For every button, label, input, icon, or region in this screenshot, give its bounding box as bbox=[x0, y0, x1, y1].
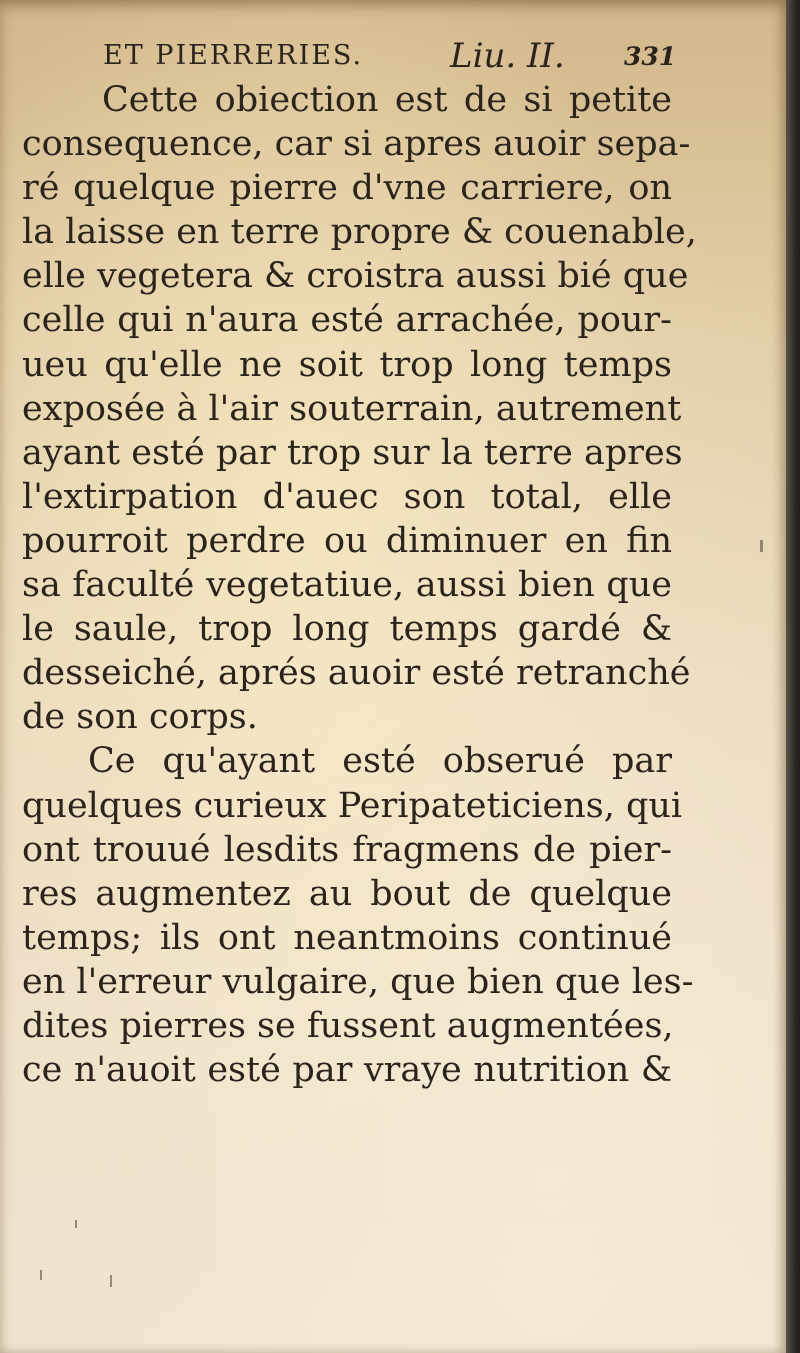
text-line: la laisse en terre propre & couenable, bbox=[22, 212, 697, 253]
text-line: l'extirpation d'auec son total, elle bbox=[22, 476, 672, 517]
text-line: ueu qu'elle ne soit trop long temps bbox=[22, 344, 672, 385]
text-line: celle qui n'aura esté arrachée, pour- bbox=[22, 300, 672, 341]
text-line: ré quelque pierre d'vne carriere, on bbox=[22, 168, 672, 209]
page-edge-shadow bbox=[786, 0, 800, 1353]
body-text bbox=[22, 78, 697, 1092]
text-line: Cette obiection est de si petite bbox=[102, 80, 672, 120]
text-line: desseiché, aprés auoir esté retranché bbox=[22, 653, 691, 694]
text-line: elle vegetera & croistra aussi bié que bbox=[22, 256, 689, 297]
paper-speck bbox=[760, 540, 763, 552]
text-line: en l'erreur vulgaire, que bien que les- bbox=[22, 961, 694, 1002]
paper-speck bbox=[110, 1275, 112, 1287]
text-line: exposée à l'air souterrain, autrement bbox=[22, 388, 682, 429]
text-line: consequence, car si apres auoir sepa- bbox=[22, 124, 691, 165]
paper-speck bbox=[75, 1220, 77, 1228]
text-line: le saule, trop long temps gardé & bbox=[22, 609, 672, 650]
paper-speck bbox=[40, 1270, 42, 1280]
text-line: temps; ils ont neantmoins continué bbox=[22, 917, 672, 958]
text-line: quelques curieux Peripateticiens, qui bbox=[22, 785, 683, 826]
text-line: de son corps. bbox=[22, 697, 258, 738]
text-line: sa faculté vegetatiue, aussi bien que bbox=[22, 565, 672, 606]
text-line: ont trouué lesdits fragmens de pier- bbox=[22, 829, 672, 870]
text-line: Ce qu'ayant esté obserué par bbox=[88, 741, 672, 782]
text-line: ayant esté par trop sur la terre apres bbox=[22, 432, 683, 473]
page-number: 331 bbox=[624, 42, 677, 71]
text-line: dites pierres se fussent augmentées, bbox=[22, 1005, 674, 1046]
book-number: Liu. II. bbox=[450, 36, 565, 76]
text-line: res augmentez au bout de quelque bbox=[22, 873, 672, 914]
text-line: ce n'auoit esté par vraye nutrition & bbox=[22, 1050, 672, 1091]
running-title: ET PIERRERIES. bbox=[103, 40, 364, 71]
text-line: pourroit perdre ou diminuer en fin bbox=[22, 520, 672, 561]
